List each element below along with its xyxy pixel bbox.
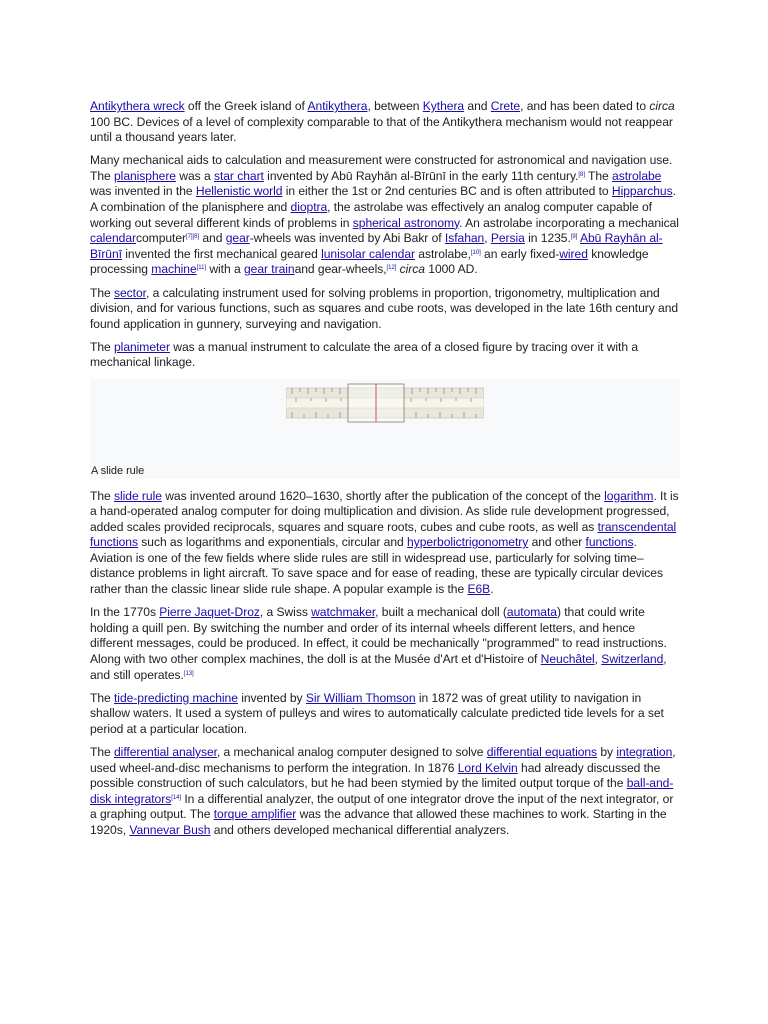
text: . A combination of the planisphere and bbox=[90, 184, 676, 215]
article-content bbox=[90, 99, 680, 846]
link-automata[interactable]: automata bbox=[506, 605, 557, 620]
text: and bbox=[199, 231, 226, 246]
text: , bbox=[594, 651, 602, 666]
text: The bbox=[90, 744, 114, 759]
text: . bbox=[490, 582, 494, 597]
text-italic: circa bbox=[649, 99, 675, 113]
text: knowledge processing bbox=[90, 246, 649, 277]
link-hipparchus[interactable]: Hipparchus bbox=[611, 184, 673, 199]
link-crete[interactable]: Crete bbox=[490, 99, 521, 113]
text: The bbox=[90, 488, 114, 503]
link-wired[interactable]: wired bbox=[559, 246, 588, 261]
link-tide-predicting-machine[interactable]: tide-predicting machine bbox=[114, 690, 238, 705]
text: in either the 1st or 2nd centuries BC and is often attributed to bbox=[282, 184, 612, 199]
text: by bbox=[597, 744, 617, 759]
link-lunisolar-calendar[interactable]: lunisolar calendar bbox=[321, 246, 415, 261]
link-planisphere[interactable]: planisphere bbox=[114, 168, 176, 183]
link-gear-train[interactable]: gear train bbox=[243, 262, 295, 277]
paragraph-slide-rule bbox=[90, 489, 680, 598]
text: 100 BC. Devices of a level of complexity comparable to that of the Antikythera mechanism would not reappear until a thousand years later. bbox=[90, 114, 673, 145]
link-star-chart[interactable]: star chart bbox=[213, 168, 264, 183]
link-transcendental-functions[interactable]: transcendental functions bbox=[90, 519, 677, 550]
link-hellenistic-world[interactable]: Hellenistic world bbox=[195, 184, 283, 199]
text: such as logarithms and exponentials, circular and bbox=[137, 535, 408, 550]
text: off the Greek island of bbox=[184, 99, 308, 113]
text: Many mechanical aids to calculation and measurement were constructed for astronomical and navigation use. The bbox=[90, 153, 673, 183]
citation[interactable]: [9] bbox=[570, 234, 578, 241]
figure-slide-rule bbox=[90, 379, 680, 479]
link-machine[interactable]: machine bbox=[151, 262, 197, 277]
text: , a Swiss bbox=[259, 605, 312, 620]
text: ) that could write holding a quill pen. By switching the number and order of its internal wheels different letters, and hence different messages, could be produced. In effect, it could be mechanically "programmed" to read instructions. Along with two other complex machines, the doll is at the Musée d'Art et d'Histoire of bbox=[90, 605, 667, 666]
link-differential-analyser[interactable]: differential analyser bbox=[114, 744, 217, 759]
text: The bbox=[90, 285, 114, 300]
citation[interactable]: [8] bbox=[578, 171, 585, 178]
text: , the astrolabe was effectively an analog computer capable of working out several different kinds of problems in bbox=[90, 200, 652, 230]
link-ball-and-disk-integrators[interactable]: ball-and-disk integrators bbox=[90, 776, 674, 806]
text: was a manual instrument to calculate the area of a closed figure by tracing over it with a mechanical linkage. bbox=[90, 339, 638, 370]
paragraph-jaquet-droz bbox=[90, 605, 680, 683]
text: In a differential analyzer, the output of one integrator drove the input of the next integrator, or a graphing output. The bbox=[90, 791, 674, 822]
link-e6b[interactable]: E6B bbox=[467, 582, 491, 597]
text: , bbox=[484, 231, 491, 246]
text: was the advance that allowed these machines to work. Starting in the 1920s, bbox=[90, 807, 667, 837]
link-planimeter[interactable]: planimeter bbox=[114, 339, 170, 354]
text: The bbox=[90, 339, 114, 354]
link-spherical-astronomy[interactable]: spherical astronomy bbox=[352, 215, 460, 230]
link-sector[interactable]: sector bbox=[114, 285, 146, 300]
link-slide-rule[interactable]: slide rule bbox=[114, 488, 162, 503]
text: and bbox=[464, 99, 491, 113]
link-antikythera-wreck[interactable]: Antikythera wreck bbox=[90, 99, 185, 113]
link-dioptra[interactable]: dioptra bbox=[290, 200, 328, 215]
text: , between bbox=[367, 99, 423, 113]
citation[interactable]: [7][8] bbox=[186, 234, 200, 241]
text: , a mechanical analog computer designed to solve bbox=[216, 744, 487, 759]
text: , built a mechanical doll ( bbox=[375, 605, 507, 620]
text: invented the first mechanical geared bbox=[121, 246, 322, 261]
citation[interactable]: [13] bbox=[183, 670, 194, 677]
slide-rule-image[interactable] bbox=[286, 383, 484, 423]
text: and gear-wheels, bbox=[294, 262, 387, 277]
link-functions[interactable]: functions bbox=[585, 535, 634, 550]
link-pierre-jaquet-droz[interactable]: Pierre Jaquet-Droz bbox=[159, 605, 260, 620]
text: The bbox=[584, 168, 613, 183]
link-kythera[interactable]: Kythera bbox=[422, 99, 465, 113]
paragraph-tide-predicting bbox=[90, 691, 680, 738]
text: The bbox=[90, 690, 114, 705]
text: an early fixed- bbox=[480, 246, 560, 261]
text: . An astrolabe incorporating a mechanical bbox=[459, 215, 679, 230]
paragraph-differential-analyser bbox=[90, 745, 680, 839]
link-persia[interactable]: Persia bbox=[490, 231, 525, 246]
link-william-thomson[interactable]: Sir William Thomson bbox=[305, 690, 416, 705]
citation[interactable]: [14] bbox=[171, 794, 182, 801]
paragraph-astronomical-aids bbox=[90, 153, 680, 278]
link-antikythera[interactable]: Antikythera bbox=[307, 99, 368, 113]
link-isfahan[interactable]: Isfahan bbox=[444, 231, 485, 246]
link-differential-equations[interactable]: differential equations bbox=[486, 744, 598, 759]
text: invented by Abū Rayhān al-Bīrūnī in the early 11th century. bbox=[263, 168, 579, 183]
text: was invented around 1620–1630, shortly after the publication of the concept of the bbox=[161, 488, 605, 503]
text: 1000 AD. bbox=[424, 262, 478, 277]
link-lord-kelvin[interactable]: Lord Kelvin bbox=[457, 760, 518, 775]
text: in 1872 was of great utility to navigation in shallow waters. It used a system of pulleys and wires to automatically calculate predicted tide levels for a set period at a particular location. bbox=[90, 690, 664, 736]
paragraph-planimeter bbox=[90, 340, 680, 371]
link-calendar[interactable]: calendar bbox=[90, 231, 136, 246]
text: , a calculating instrument used for solving problems in proportion, trigonometry, multiplication and division, and for various functions, such as squares and cube roots, was developed in the late 16th century and found application in gunnery, surveying and navigation. bbox=[90, 285, 679, 331]
citation[interactable]: [12] bbox=[386, 265, 397, 272]
link-al-biruni[interactable]: Abū Rayhān al-Bīrūnī bbox=[90, 231, 663, 261]
text: , and has been dated to bbox=[520, 99, 650, 113]
text: with a bbox=[206, 262, 244, 277]
link-gear[interactable]: gear bbox=[225, 231, 250, 246]
text-italic: circa bbox=[399, 262, 425, 277]
link-astrolabe[interactable]: astrolabe bbox=[612, 168, 662, 183]
link-hyperbolic-trigonometry[interactable]: hyperbolictrigonometry bbox=[407, 535, 529, 550]
link-torque-amplifier[interactable]: torque amplifier bbox=[213, 807, 297, 822]
link-watchmaker[interactable]: watchmaker bbox=[311, 605, 376, 620]
citation[interactable]: [11] bbox=[196, 265, 207, 272]
link-neuchatel[interactable]: Neuchâtel bbox=[540, 651, 595, 666]
text: and other bbox=[528, 535, 586, 550]
link-vannevar-bush[interactable]: Vannevar Bush bbox=[129, 822, 211, 837]
paragraph-sector bbox=[90, 286, 680, 333]
text: was invented in the bbox=[90, 184, 196, 199]
text: , and still operates. bbox=[90, 651, 667, 682]
text: had already discussed the possible construction of such calculators, but he had been stymied by the limited output torque of the bbox=[90, 760, 661, 791]
citation[interactable]: [10] bbox=[470, 249, 481, 256]
text: was a bbox=[175, 168, 214, 183]
text: computer bbox=[136, 231, 187, 246]
link-switzerland[interactable]: Switzerland bbox=[601, 651, 664, 666]
paragraph-antikythera bbox=[90, 99, 680, 146]
link-logarithm[interactable]: logarithm bbox=[604, 488, 654, 503]
text: invented by bbox=[237, 690, 306, 705]
figure-caption: A slide rule bbox=[91, 464, 145, 477]
text: . It is a hand-operated analog computer for doing multiplication and division. As slide rule development progressed, added scales provided reciprocals, squares and square roots, cubes and cube roots, as well as bbox=[90, 488, 679, 534]
text: , used wheel-and-disc mechanisms to perform the integration. In 1876 bbox=[90, 744, 676, 775]
text: in 1235. bbox=[524, 231, 571, 246]
text: and others developed mechanical differential analyzers. bbox=[210, 822, 510, 837]
text: -wheels was invented by Abi Bakr of bbox=[249, 231, 445, 246]
text: In the 1770s bbox=[90, 605, 160, 620]
text: astrolabe, bbox=[414, 246, 471, 261]
link-integration[interactable]: integration bbox=[616, 744, 673, 759]
text: . Aviation is one of the few fields where slide rules are still in widespread use, particularly for solving time–distance problems in light aircraft. To save space and for ease of reading, these are typically circular devices rather than the classic linear slide rule shape. A popular example is the bbox=[90, 535, 663, 597]
